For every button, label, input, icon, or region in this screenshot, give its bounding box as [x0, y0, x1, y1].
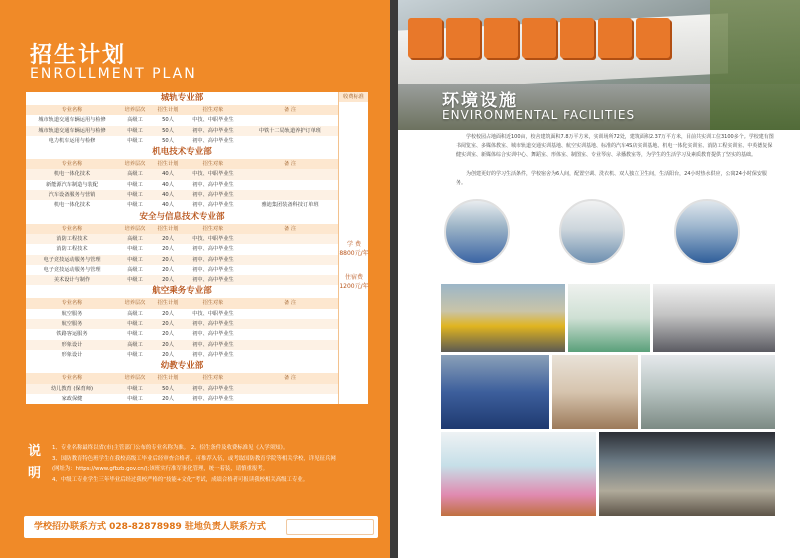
header-level: 培养层次 — [124, 300, 146, 307]
table-cell — [242, 350, 338, 360]
table-cell: 40人 — [162, 202, 174, 209]
table-cell — [242, 340, 338, 350]
table-cell: 初中、高中毕业生 — [192, 341, 234, 348]
train-photo — [441, 284, 565, 352]
classroom-photo — [444, 199, 510, 265]
table-cell: 中级工 — [127, 277, 143, 284]
table-cell — [242, 319, 338, 329]
table-cell: 初中、高中毕业生 — [192, 181, 234, 188]
table-row — [26, 329, 338, 339]
table-cell: 初中、高中毕业生 — [192, 256, 234, 263]
header-name: 专业名称 — [61, 225, 83, 232]
table-cell: 美术设计与制作 — [53, 277, 91, 284]
table-cell: 雅迪集团装备科技订单班 — [261, 202, 319, 209]
lab-photo — [559, 199, 625, 265]
table-cell: 高级工 — [127, 310, 143, 317]
contact-rep: 驻地负责人联系方式 — [184, 522, 266, 532]
table-cell: 新能源汽车制造与装配 — [46, 181, 98, 188]
table-cell: 50人 — [162, 137, 174, 144]
table-row — [26, 309, 338, 319]
table-cell: 中技、中职毕业生 — [192, 310, 234, 317]
header-plan: 招生计划 — [157, 300, 179, 307]
note-line: (网址为：https://www.gfbzb.gov.cn/);该班实行准军事化管理，统一着装，请慎重报考。 — [52, 466, 269, 472]
table-cell: 中级工 — [127, 395, 143, 402]
table-cell: 初中、高中毕业生 — [192, 246, 234, 253]
enrollment-plan-page — [0, 0, 390, 558]
header-target: 招生对象 — [202, 225, 224, 232]
facilities-page — [398, 0, 800, 558]
table-cell: 城市轨道交通车辆运用与检修 — [38, 127, 106, 134]
table-cell: 幼儿教育 (保育师) — [50, 385, 93, 392]
header-level: 培养层次 — [124, 375, 146, 382]
table-cell: 高级工 — [127, 235, 143, 242]
table-cell: 初中、高中毕业生 — [192, 385, 234, 392]
table-cell — [242, 275, 338, 285]
table-cell: 航空服务 — [61, 310, 83, 317]
table-cell: 中级工 — [127, 192, 143, 199]
table-cell: 中技、中职毕业生 — [192, 235, 234, 242]
department-title: 机电技术专业部 — [26, 146, 338, 159]
aircraft-cabin-photo — [441, 355, 549, 429]
table-header — [26, 224, 338, 234]
table-row — [26, 190, 338, 200]
table-cell — [242, 384, 338, 394]
table-cell: 20人 — [162, 395, 174, 402]
table-cell: 20人 — [162, 351, 174, 358]
table-cell — [242, 136, 338, 146]
table-cell: 40人 — [162, 192, 174, 199]
table-row — [26, 115, 338, 125]
department-title: 幼教专业部 — [26, 360, 338, 373]
table-cell — [242, 255, 338, 265]
table-cell: 20人 — [162, 266, 174, 273]
table-row — [26, 244, 338, 254]
table-row — [26, 319, 338, 329]
table-cell: 20人 — [162, 331, 174, 338]
note-line: 4、中级工专业学生三年毕业后经过我校严格的“技能+文化”考试，成绩合格者可报读我校相关高级工专业。 — [52, 476, 309, 483]
fee-lodging-value: 1200元/年 — [339, 283, 369, 290]
table-cell: 20人 — [162, 310, 174, 317]
table-cell — [242, 329, 338, 339]
table-row — [26, 169, 338, 179]
table-cell: 中级工 — [127, 256, 143, 263]
enrollment-table — [26, 92, 368, 404]
drawing-room-photo — [552, 355, 638, 429]
table-row — [26, 234, 338, 244]
table-cell: 50人 — [162, 385, 174, 392]
table-cell: 中铁十二局轨道养护订单班 — [258, 127, 322, 134]
page-subtitle: ENROLLMENT PLAN — [30, 66, 197, 82]
table-cell — [242, 115, 338, 125]
table-cell: 中级工 — [127, 137, 143, 144]
table-cell: 50人 — [162, 117, 174, 124]
table-cell — [242, 180, 338, 190]
table-cell: 中级工 — [127, 321, 143, 328]
contact-phone: 028-82878989 — [109, 522, 182, 532]
table-row — [26, 394, 338, 404]
notes-list — [52, 443, 382, 485]
table-row — [26, 255, 338, 265]
table-cell — [242, 265, 338, 275]
table-body — [26, 92, 338, 404]
table-cell: 汽车设备服务与营销 — [48, 192, 96, 199]
header-name: 专业名称 — [61, 107, 83, 113]
dorm-paragraph: 为创建更好的学习生活条件，学校宿舍为6人间，配置空调、洗衣机、双人独立卫生间，生活阳台，24小时热水供应，公寓24小时保安服务。 — [456, 171, 767, 186]
trees — [710, 0, 800, 130]
fee-lodging-label: 住宿费 — [344, 274, 363, 281]
table-row — [26, 275, 338, 285]
table-header — [26, 105, 338, 115]
table-cell: 中技、中职毕业生 — [192, 171, 234, 178]
note-line: 1、专业名称最终以省(市)主管部门公布的专业名称为准。 2、招生条件及收费标准见《入学须知》。 — [52, 445, 289, 451]
table-cell: 50人 — [162, 127, 174, 134]
table-cell: 高级工 — [127, 266, 143, 273]
table-cell: 中级工 — [127, 385, 143, 392]
sign-letters — [408, 18, 670, 58]
table-cell: 中级工 — [127, 351, 143, 358]
table-cell: 初中、高中毕业生 — [192, 351, 234, 358]
table-cell: 中级工 — [127, 181, 143, 188]
table-cell: 20人 — [162, 321, 174, 328]
table-cell: 初中、高中毕业生 — [192, 331, 234, 338]
table-cell: 20人 — [162, 235, 174, 242]
table-header — [26, 298, 338, 308]
table-cell: 初中、高中毕业生 — [192, 395, 234, 402]
table-cell: 中级工 — [127, 331, 143, 338]
table-cell — [242, 244, 338, 254]
table-cell: 电子竞技运动服务与管理 — [43, 266, 101, 273]
table-cell: 40人 — [162, 181, 174, 188]
table-cell: 20人 — [162, 277, 174, 284]
table-cell: 20人 — [162, 246, 174, 253]
library-photo — [674, 199, 740, 265]
table-cell: 中级工 — [127, 202, 143, 209]
header-name: 专业名称 — [61, 161, 83, 168]
table-cell — [242, 190, 338, 200]
header-plan: 招生计划 — [157, 225, 179, 232]
table-row — [26, 180, 338, 190]
notes-mark: 说明 — [28, 444, 42, 481]
table-cell: 高级工 — [127, 171, 143, 178]
table-row — [26, 384, 338, 394]
department-title: 安全与信息技术专业部 — [26, 211, 338, 224]
table-header — [26, 159, 338, 169]
table-cell: 家政保健 — [61, 395, 83, 402]
table-cell: 初中、高中毕业生 — [192, 127, 234, 134]
header-plan: 招生计划 — [157, 107, 179, 113]
fee-header: 收费标准 — [339, 92, 368, 102]
table-cell: 初中、高中毕业生 — [192, 321, 234, 328]
table-cell: 航空服务 — [61, 321, 83, 328]
facilities-subtitle: ENVIRONMENTAL FACILITIES — [442, 108, 636, 122]
table-cell — [242, 234, 338, 244]
table-cell: 消防工程技术 — [56, 235, 88, 242]
table-cell: 20人 — [162, 341, 174, 348]
table-cell: 初中、高中毕业生 — [192, 277, 234, 284]
table-cell: 中级工 — [127, 127, 143, 134]
facilities-paragraph: 学校校园占地面积近100亩，校舍建筑面积7.8万平方米，实训场所72处，建筑面积2.37万平方米，目前共实训工位3100多个。学校建有图书阅览室、多媒体教室、城市轨道交通实训基地、航空实训基地、标准的汽车4S店实训基地、机电一体化实训室、消防工程实训室、中英德复保健实训室、新媒体综合实训中心、舞蹈室、形体室、制图室、专业琴房、录播教室等，为学生的生活学习及素质教育提供了坚实的基础。 — [456, 134, 774, 158]
table-cell: 高级工 — [127, 341, 143, 348]
table-cell: 中级工 — [127, 246, 143, 253]
table-cell: 初中、高中毕业生 — [192, 266, 234, 273]
header-name: 专业名称 — [61, 375, 83, 382]
header-note: 备 注 — [283, 225, 297, 232]
fee-tuition-label: 学 费 — [347, 241, 361, 248]
simulator-cab-photo — [599, 432, 775, 516]
header-level: 培养层次 — [124, 225, 146, 232]
table-cell: 高级工 — [127, 117, 143, 124]
table-row — [26, 350, 338, 360]
department-title: 城轨专业部 — [26, 92, 338, 105]
table-cell: 初中、高中毕业生 — [192, 192, 234, 199]
header-target: 招生对象 — [202, 107, 224, 113]
computer-room-photo — [653, 284, 775, 352]
campus-sign-photo — [398, 0, 800, 130]
header-note: 备 注 — [283, 375, 297, 382]
table-cell: 形象设计 — [61, 351, 83, 358]
workshop-photo — [568, 284, 650, 352]
table-cell — [242, 309, 338, 319]
table-cell: 20人 — [162, 256, 174, 263]
header-note: 备 注 — [283, 300, 297, 307]
facilities-title: 环境设施 — [442, 91, 518, 111]
fee-tuition-value: 8800元/年 — [339, 250, 369, 257]
table-row — [26, 126, 338, 136]
table-row — [26, 265, 338, 275]
header-note: 备 注 — [283, 107, 297, 113]
table-cell: 初中、高中毕业生 — [192, 202, 234, 209]
table-cell: 40人 — [162, 171, 174, 178]
table-cell: 电力机车运用与检修 — [48, 137, 96, 144]
table-cell: 机电一体化技术 — [53, 171, 91, 178]
header-plan: 招生计划 — [157, 161, 179, 168]
header-plan: 招生计划 — [157, 375, 179, 382]
header-level: 培养层次 — [124, 107, 146, 113]
table-header — [26, 373, 338, 383]
table-row — [26, 340, 338, 350]
department-title: 航空乘务专业部 — [26, 285, 338, 298]
table-cell: 中技、中职毕业生 — [192, 117, 234, 124]
table-cell — [242, 394, 338, 404]
page-title: 招生计划 — [30, 43, 127, 68]
table-cell — [242, 169, 338, 179]
table-cell: 铁路客运服务 — [56, 331, 88, 338]
table-cell: 消防工程技术 — [56, 246, 88, 253]
table-row — [26, 200, 338, 210]
header-target: 招生对象 — [202, 375, 224, 382]
table-cell: 初中、高中毕业生 — [192, 137, 234, 144]
contact-bar — [24, 516, 378, 538]
contact-line — [34, 516, 266, 538]
model-rail-photo — [641, 355, 775, 429]
note-line: 3、国防教育特色班学生在我校高级工毕业后经审查合格者，可推荐入伍，或考取国防教育学院等相关学校，详见征兵网 — [52, 455, 336, 462]
header-note: 备 注 — [283, 161, 297, 168]
table-cell: 电子竞技运动服务与管理 — [43, 256, 101, 263]
table-row — [26, 136, 338, 146]
contact-label: 学校招办联系方式 — [34, 522, 107, 532]
kindergarten-room-photo — [441, 432, 596, 516]
header-name: 专业名称 — [61, 300, 83, 307]
contact-blank-field — [286, 519, 374, 535]
header-target: 招生对象 — [202, 161, 224, 168]
table-cell: 机电一体化技术 — [53, 202, 91, 209]
table-cell: 城市轨道交通车辆运用与检修 — [38, 117, 106, 124]
fee-column — [338, 92, 368, 404]
table-cell: 形象设计 — [61, 341, 83, 348]
header-target: 招生对象 — [202, 300, 224, 307]
header-level: 培养层次 — [124, 161, 146, 168]
